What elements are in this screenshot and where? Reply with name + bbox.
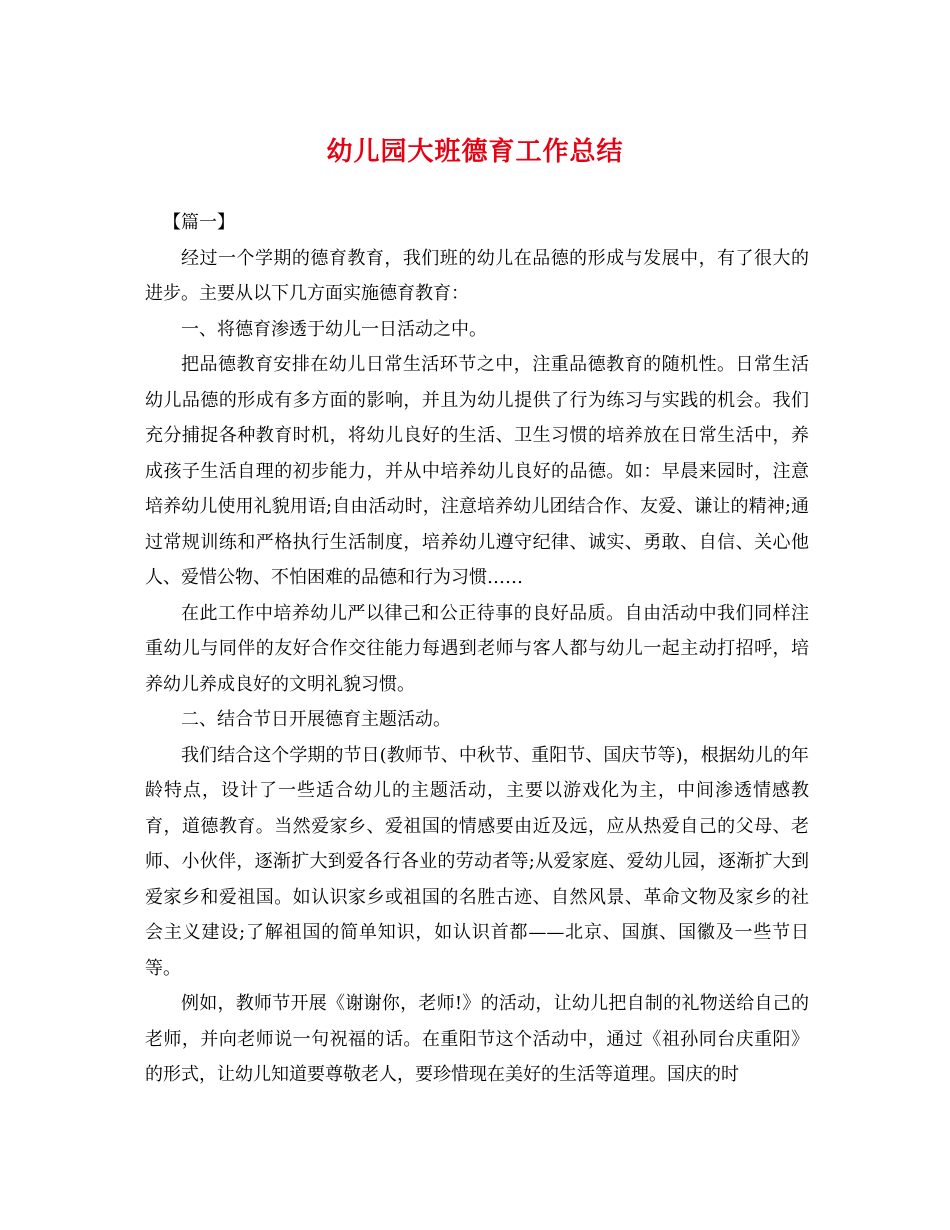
paragraph: 在此工作中培养幼儿严以律己和公正待事的良好品质。自由活动中我们同样注重幼儿与同伴的友好合作交往能力每遇到老师与客人都与幼儿一起主动打招呼，培养幼儿养成良好的文明礼貌习惯。 xyxy=(145,602,809,695)
section-heading: 一、将德育渗透于幼儿一日活动之中。 xyxy=(181,318,487,340)
paragraph: 我们结合这个学期的节日(教师节、中秋节、重阳节、国庆节等)，根据幼儿的年龄特点，设计了一些适合幼儿的主题活动，主要以游戏化为主，中间渗透情感教育，道德教育。当然爱家乡、爱祖国的情感要由近及远，应从热爱自己的父母、老师、小伙伴，逐渐扩大到爱各行各业的劳动者等;从爱家庭、爱幼儿园，逐渐扩大到爱家乡和爱祖国。如认识家乡或祖国的名胜古迹、自然风景、革命文物及家乡的社会主义建设;了解祖国的简单知识，如认识首都——北京、国旗、国徽及一些节日等。 xyxy=(145,744,809,979)
section-label: 【篇一】 xyxy=(163,212,235,233)
document-title: 幼儿园大班德育工作总结 xyxy=(326,137,624,167)
paragraph: 例如，教师节开展《谢谢你，老师!》的活动，让幼儿把自制的礼物送给自己的老师，并向老师说一句祝福的话。在重阳节这个活动中，通过《祖孙同台庆重阳》的形式，让幼儿知道要尊敬老人，要珍惜现在美好的生活等道理。国庆的时 xyxy=(145,993,809,1085)
paragraph: 经过一个学期的德育教育，我们班的幼儿在品德的形成与发展中，有了很大的进步。主要从以下几方面实施德育教育： xyxy=(145,247,809,304)
section-heading: 二、结合节日开展德育主题活动。 xyxy=(181,709,451,730)
document-body xyxy=(145,205,809,1093)
paragraph: 把品德教育安排在幼儿日常生活环节之中，注重品德教育的随机性。日常生活幼儿品德的形成有多方面的影响，并且为幼儿提供了行为练习与实践的机会。我们充分捕捉各种教育时机，将幼儿良好的生活、卫生习惯的培养放在日常生活中，养成孩子生活自理的初步能力，并从中培养幼儿良好的品德。如：早晨来园时，注意培养幼儿使用礼貌用语;自由活动时，注意培养幼儿团结合作、友爱、谦让的精神;通过常规训练和严格执行生活制度，培养幼儿遵守纪律、诚实、勇敢、自信、关心他人、爱惜公物、不怕困难的品德和行为习惯…… xyxy=(145,354,810,588)
